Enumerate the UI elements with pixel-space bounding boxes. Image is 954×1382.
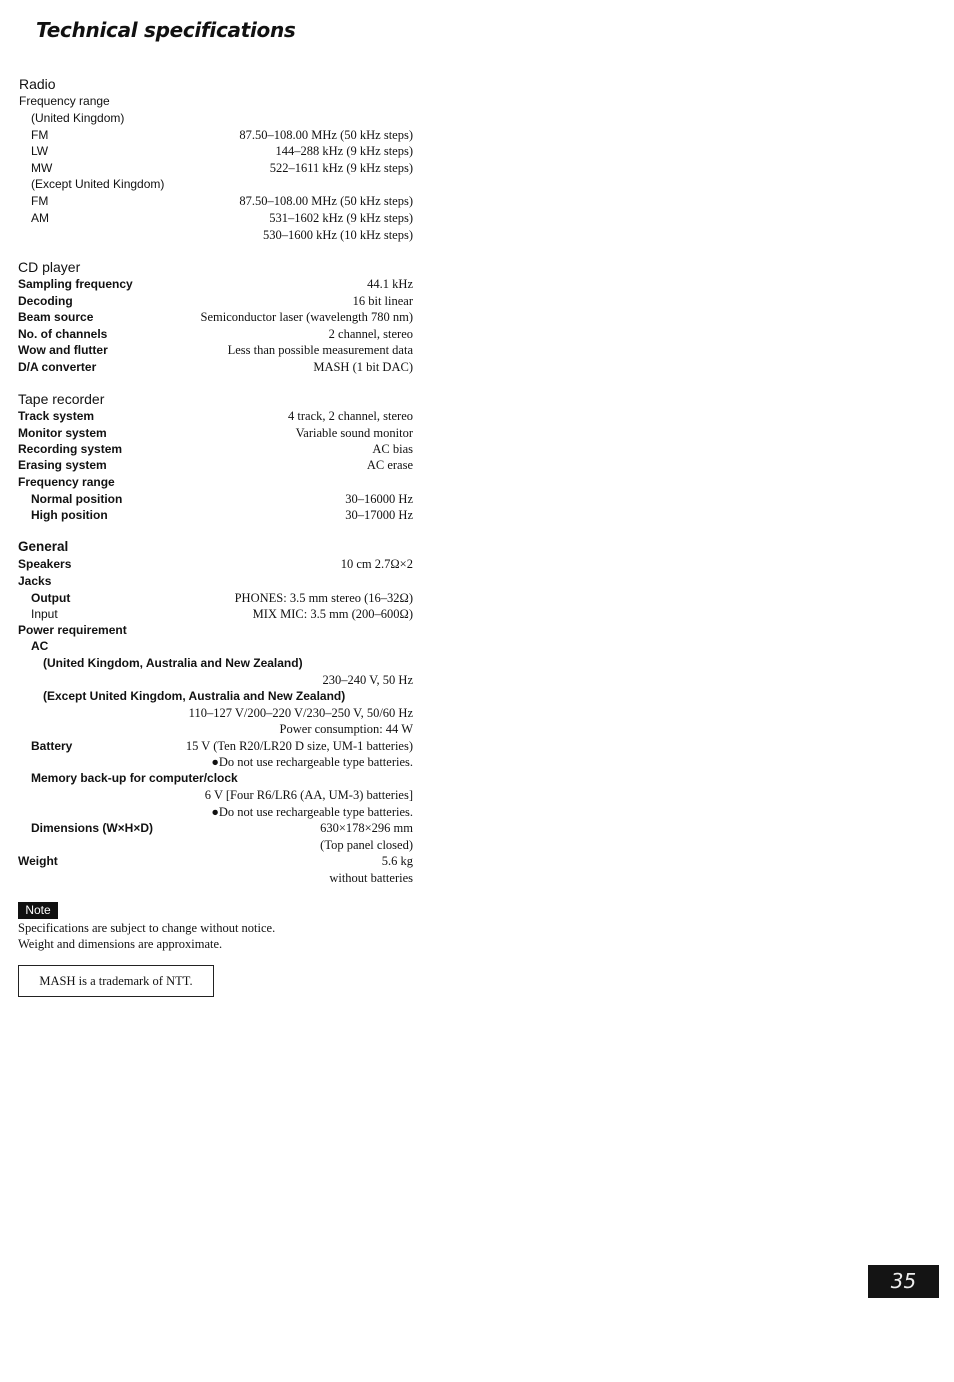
- spec-label-battery: Battery: [31, 739, 73, 753]
- page-number: 35: [868, 1265, 939, 1298]
- spec-label-ex-fm: FM: [31, 194, 49, 208]
- spec-value-ac-uk: 230–240 V, 50 Hz: [322, 673, 413, 687]
- spec-label-speakers: Speakers: [18, 557, 72, 571]
- spec-label-dimensions: Dimensions (W×H×D): [31, 821, 154, 835]
- spec-label-recording: Recording system: [18, 442, 123, 456]
- spec-value-uk-fm: 87.50–108.00 MHz (50 kHz steps): [239, 128, 413, 142]
- spec-value-speakers: 10 cm 2.7Ω×2: [340, 557, 413, 571]
- spec-value-battery: 15 V (Ten R20/LR20 D size, UM-1 batteries): [185, 739, 413, 753]
- spec-value-recording: AC bias: [372, 442, 413, 456]
- spec-label-uk-mw: MW: [31, 161, 53, 175]
- spec-value-track: 4 track, 2 channel, stereo: [288, 409, 413, 423]
- spec-value-memory: 6 V [Four R6/LR6 (AA, UM-3) batteries]: [204, 788, 413, 802]
- spec-value-power-consumption: Power consumption: 44 W: [279, 722, 413, 736]
- spec-label-frequency-range: Frequency range: [19, 94, 110, 108]
- spec-value-monitor: Variable sound monitor: [295, 426, 413, 440]
- note-badge: Note: [18, 902, 58, 919]
- spec-value-ex-am-1: 531–1602 kHz (9 kHz steps): [269, 211, 413, 225]
- spec-value-uk-lw: 144–288 kHz (9 kHz steps): [275, 144, 413, 158]
- page-title: Technical specifications: [36, 18, 296, 42]
- spec-value-ac-except: 110–127 V/200–220 V/230–250 V, 50/60 Hz: [188, 706, 413, 720]
- spec-value-ex-fm: 87.50–108.00 MHz (50 kHz steps): [239, 194, 413, 208]
- spec-label-ac: AC: [31, 639, 49, 653]
- section-heading-tape-recorder: Tape recorder: [18, 391, 105, 407]
- spec-value-output: PHONES: 3.5 mm stereo (16–32Ω): [234, 591, 413, 605]
- spec-value-input: MIX MIC: 3.5 mm (200–600Ω): [252, 607, 413, 621]
- section-heading-radio: Radio: [19, 76, 56, 92]
- spec-label-tape-frequency: Frequency range: [18, 475, 115, 489]
- spec-label-beam: Beam source: [18, 310, 94, 324]
- trademark-box: MASH is a trademark of NTT.: [18, 965, 214, 997]
- spec-label-input: Input: [31, 607, 58, 621]
- spec-value-channels: 2 channel, stereo: [328, 327, 413, 341]
- spec-value-ex-am-2: 530–1600 kHz (10 kHz steps): [263, 228, 413, 242]
- spec-label-wow: Wow and flutter: [18, 343, 108, 357]
- spec-label-track: Track system: [18, 409, 95, 423]
- spec-value-da: MASH (1 bit DAC): [313, 360, 413, 374]
- spec-label-weight: Weight: [18, 854, 58, 868]
- spec-label-uk-lw: LW: [31, 144, 49, 158]
- section-heading-general: General: [18, 539, 69, 554]
- section-heading-cd-player: CD player: [18, 259, 81, 275]
- spec-label-decoding: Decoding: [18, 294, 73, 308]
- spec-label-erasing: Erasing system: [18, 458, 107, 472]
- spec-label-ac-except: (Except United Kingdom, Australia and New Zealand): [43, 689, 346, 703]
- spec-value-weight: 5.6 kg: [381, 854, 413, 868]
- spec-note-dimensions: (Top panel closed): [320, 838, 413, 852]
- spec-note-weight: without batteries: [329, 871, 413, 885]
- spec-value-normal-position: 30–16000 Hz: [345, 492, 413, 506]
- spec-label-da: D/A converter: [18, 360, 97, 374]
- spec-label-uk-fm: FM: [31, 128, 49, 142]
- note-line-2: Weight and dimensions are approximate.: [18, 937, 223, 951]
- spec-label-jacks: Jacks: [18, 574, 52, 588]
- spec-value-sampling: 44.1 kHz: [367, 277, 413, 291]
- spec-value-decoding: 16 bit linear: [352, 294, 413, 308]
- spec-label-power: Power requirement: [18, 623, 127, 637]
- spec-note-memory: ●Do not use rechargeable type batteries.: [211, 805, 413, 819]
- spec-value-erasing: AC erase: [366, 458, 413, 472]
- spec-value-high-position: 30–17000 Hz: [345, 508, 413, 522]
- spec-value-wow: Less than possible measurement data: [227, 343, 413, 357]
- spec-value-dimensions: 630×178×296 mm: [320, 821, 413, 835]
- spec-label-output: Output: [31, 591, 71, 605]
- spec-label-except-uk: (Except United Kingdom): [31, 177, 165, 191]
- spec-label-monitor: Monitor system: [18, 426, 107, 440]
- spec-label-high-position: High position: [31, 508, 108, 522]
- spec-note-battery: ●Do not use rechargeable type batteries.: [211, 755, 413, 769]
- spec-value-beam: Semiconductor laser (wavelength 780 nm): [200, 310, 413, 324]
- note-line-1: Specifications are subject to change without notice.: [18, 921, 276, 935]
- spec-label-normal-position: Normal position: [31, 492, 123, 506]
- spec-label-ac-uk: (United Kingdom, Australia and New Zealand): [43, 656, 303, 670]
- spec-label-uk: (United Kingdom): [31, 111, 125, 125]
- spec-label-ex-am: AM: [31, 211, 49, 225]
- spec-label-memory: Memory back-up for computer/clock: [31, 771, 238, 785]
- spec-value-uk-mw: 522–1611 kHz (9 kHz steps): [269, 161, 413, 175]
- spec-label-channels: No. of channels: [18, 327, 108, 341]
- spec-label-sampling: Sampling frequency: [18, 277, 133, 291]
